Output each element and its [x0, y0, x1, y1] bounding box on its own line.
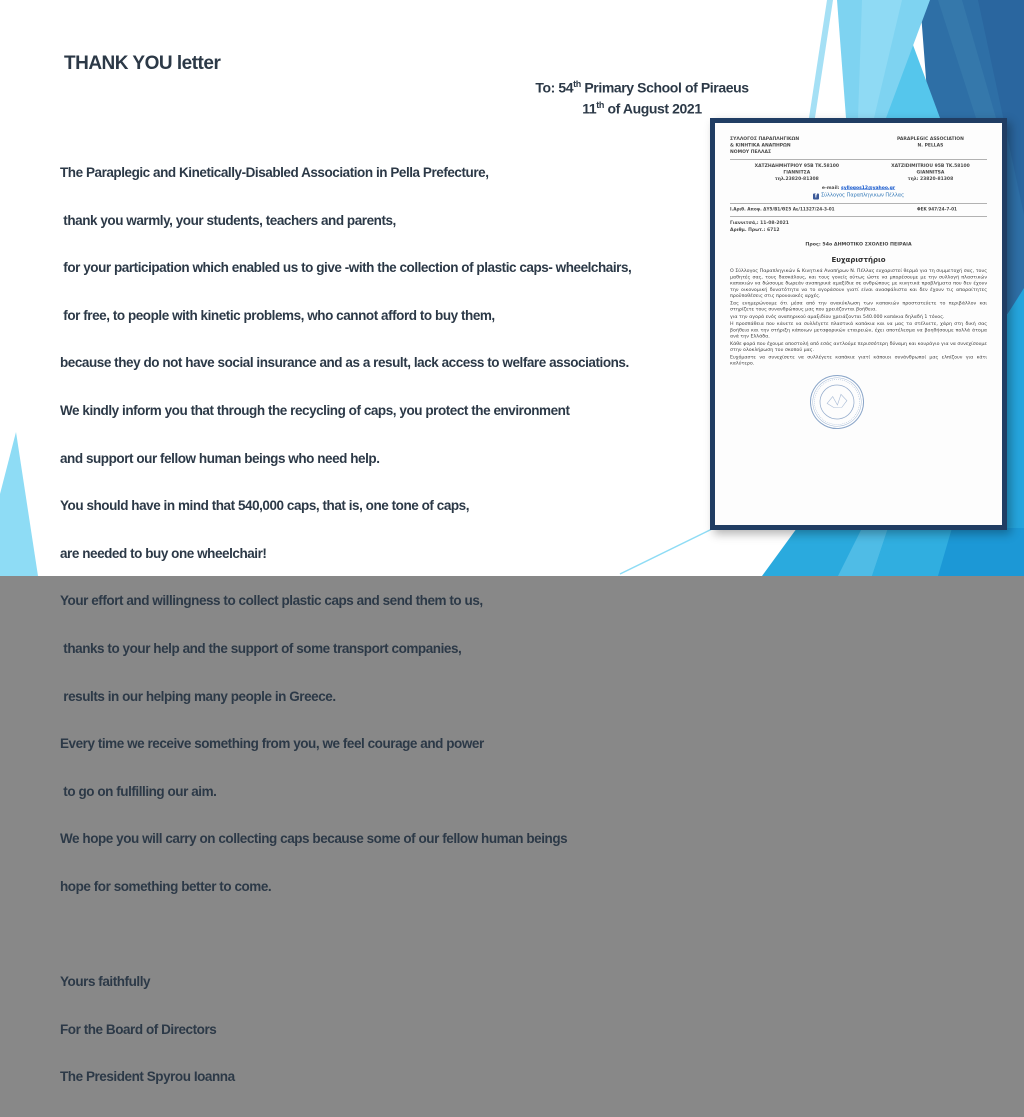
stamp-seal	[807, 371, 868, 432]
recipient-line: To: 54th Primary School of Piraeus	[535, 79, 749, 96]
city-date: Γιαννιτσά,: 11-08-2021	[730, 220, 789, 226]
address-greek: ΧΑΤΖΗΔΗΜΗΤΡΙΟΥ 95Β ΤΚ.58100 ΓΙΑΝΝΙΤΣΑ τηλ.23820-81308	[754, 163, 840, 182]
letterhead-divider	[730, 216, 987, 217]
facebook-icon: f	[814, 193, 818, 199]
org-name-greek: ΣΥΛΛΟΓΟΣ ΠΑΡΑΠΛΗΓΙΚΩΝ & ΚΙΝΗΤΙΚΑ ΑΝΑΠΗΡΩΝ ΝΟΜΟΥ ΠΕΛΛΑΣ	[730, 136, 800, 155]
facebook-row	[730, 193, 987, 200]
ordinal-superscript: th	[573, 79, 581, 89]
bottom-right-dark	[938, 528, 1024, 576]
address-english: XATZIDIMITRIOU 95B TK.58100 GIANNITSA τηλ: 23820-81308	[891, 163, 970, 182]
bottom-thin-line	[620, 529, 712, 574]
closing-line: For the Board of Directors	[60, 1021, 217, 1037]
letterhead-divider	[730, 204, 987, 205]
body-line: thanks to your help and the support of some transport companies,	[60, 640, 462, 656]
scanned-letter-content	[715, 123, 1002, 525]
recipient-block	[467, 76, 817, 118]
scanned-letter-image	[710, 118, 1007, 530]
body-line: Every time we receive something from you, we feel courage and power	[60, 736, 484, 752]
body-line: are needed to buy one wheelchair!	[60, 545, 267, 561]
letter-paragraph: Η προσπάθεια που κάνετε να συλλέγετε πλαστικά καπάκια και να μας τα στέλνετε, χάρη στη δική σας βοήθεια και την στήριξη κάποιων μεταφορικών εταιρειών, έχει αποτέλεσμα να βοηθήσουμε πολλά άτομα ανά την Ελλάδα.	[730, 321, 987, 339]
body-line: and support our fellow human beings who need help.	[60, 450, 380, 466]
body-line: The Paraplegic and Kinetically-Disabled Association in Pella Prefecture,	[60, 165, 489, 180]
body-line: We kindly inform you that through the recycling of caps, you protect the environment	[60, 402, 570, 418]
email-link: syllogos12@yahoo.gr	[841, 185, 896, 191]
letterhead-org-row	[730, 136, 987, 156]
email-row: e-mail: syllogos12@yahoo.gr	[821, 185, 896, 191]
letter-paragraph: Ο Σύλλογος Παραπληγικών & Κινητικά Αναπήρων Ν. Πέλλας ευχαριστεί θερμά για τη συμμετοχή σας, τους μαθητές σας, τους δασκάλους, και τους γονείς ούτως ώστε να μπορέσουμε με την συλλογή πλαστικών καπακιών να δώσουμε δωρεάν αναπηρικά αμαξίδια σε ανθρώπους με κινητικά προβλήματα που δεν έχουν την οικονομική δυνατότητα να το αγοράσουν γιατί είναι ανασφάλιστα και δεν έχουν τις απαραίτητες προϋποθέσεις στις προνοιακές αρχές.	[730, 268, 987, 299]
gazette-number: ΦΕΚ 947/24-7-01	[916, 207, 957, 212]
body-line: to go on fulfilling our aim.	[60, 783, 217, 799]
body-line: for your participation which enabled us to give -with the collection of plastic caps- wheelchairs,	[60, 260, 632, 276]
date-protocol-block	[730, 220, 987, 234]
body-line: because they do not have social insurance and as a result, lack access to welfare associations.	[60, 355, 629, 371]
body-line: hope for something better to come.	[60, 878, 272, 894]
body-line: Your effort and willingness to collect plastic caps and send them to us,	[60, 593, 483, 609]
closing-line: Yours faithfully	[60, 974, 151, 990]
letter-paragraph: Ευχόμαστε να συνεχίσετε να συλλέγετε καπάκια γιατί κάποιοι συνάνθρωποί μας ελπίζουν για κάτι καλύτερο.	[730, 354, 987, 366]
letterhead-divider	[730, 160, 987, 161]
facebook-page-name: Σύλλογος Παραπληγικων Πέλλας	[820, 192, 905, 198]
body-line-blank	[60, 927, 631, 945]
registration-number: Ι.Αριθ. Αποφ. ΔΥ5/Β1/ΘΣ5 Αε/11327/24-3-01	[730, 207, 835, 212]
body-line: results in our helping many people in Greece.	[60, 688, 336, 704]
letter-paragraph: Κάθε φορά που έχουμε αποστολή από εσάς αντλούμε περισσότερη δύναμη και κουράγιο για να συνεχίσουμε στην ολοκλήρωση του σκοπού μας.	[730, 340, 987, 353]
registration-row	[730, 207, 987, 212]
bottom-left-triangle	[0, 432, 38, 576]
ordinal-superscript: th	[596, 100, 604, 111]
letter-paragraph: για την αγορά ενός αναπηρικού αμαξιδίου χρειάζονται 540.000 καπάκια δηλαδή 1 τόνος.	[730, 313, 945, 320]
body-line: We hope you will carry on collecting caps because some of our fellow human beings	[60, 831, 568, 847]
protocol-number: Αριθμ. Πρωτ.: 6712	[730, 227, 780, 233]
stamp-seal-graphic	[808, 372, 867, 431]
slide-title: THANK YOU letter	[64, 53, 221, 74]
body-line: You should have in mind that 540,000 caps, that is, one tone of caps,	[60, 498, 470, 514]
letter-body-text	[60, 135, 631, 1117]
body-line: thank you warmly, your students, teachers and parents,	[60, 212, 396, 228]
letter-heading: Ευχαριστήριο	[831, 256, 886, 264]
body-line: for free, to people with kinetic problems, who cannot afford to buy them,	[60, 307, 495, 323]
letterhead-address-row	[730, 163, 987, 183]
letter-to-line: Προς: 54ο ΔΗΜΟΤΙΚΟ ΣΧΟΛΕΙΟ ΠΕΙΡΑΙΑ	[805, 241, 912, 247]
closing-line: The President Spyrou Ioanna	[60, 1069, 235, 1085]
date-line: 11th of August 2021	[582, 100, 702, 117]
org-name-english: PARAPLEGIC ASSOCIATION N. PELLAS	[897, 136, 964, 148]
letter-paragraph: Σας ενημερώνουμε ότι μέσα από την ανακύκλωση των καπακιών προστατεύετε το περιβάλλον και στηρίζετε τους συνανθρώπους μας που χρειάζονται βοήθεια.	[730, 300, 987, 312]
